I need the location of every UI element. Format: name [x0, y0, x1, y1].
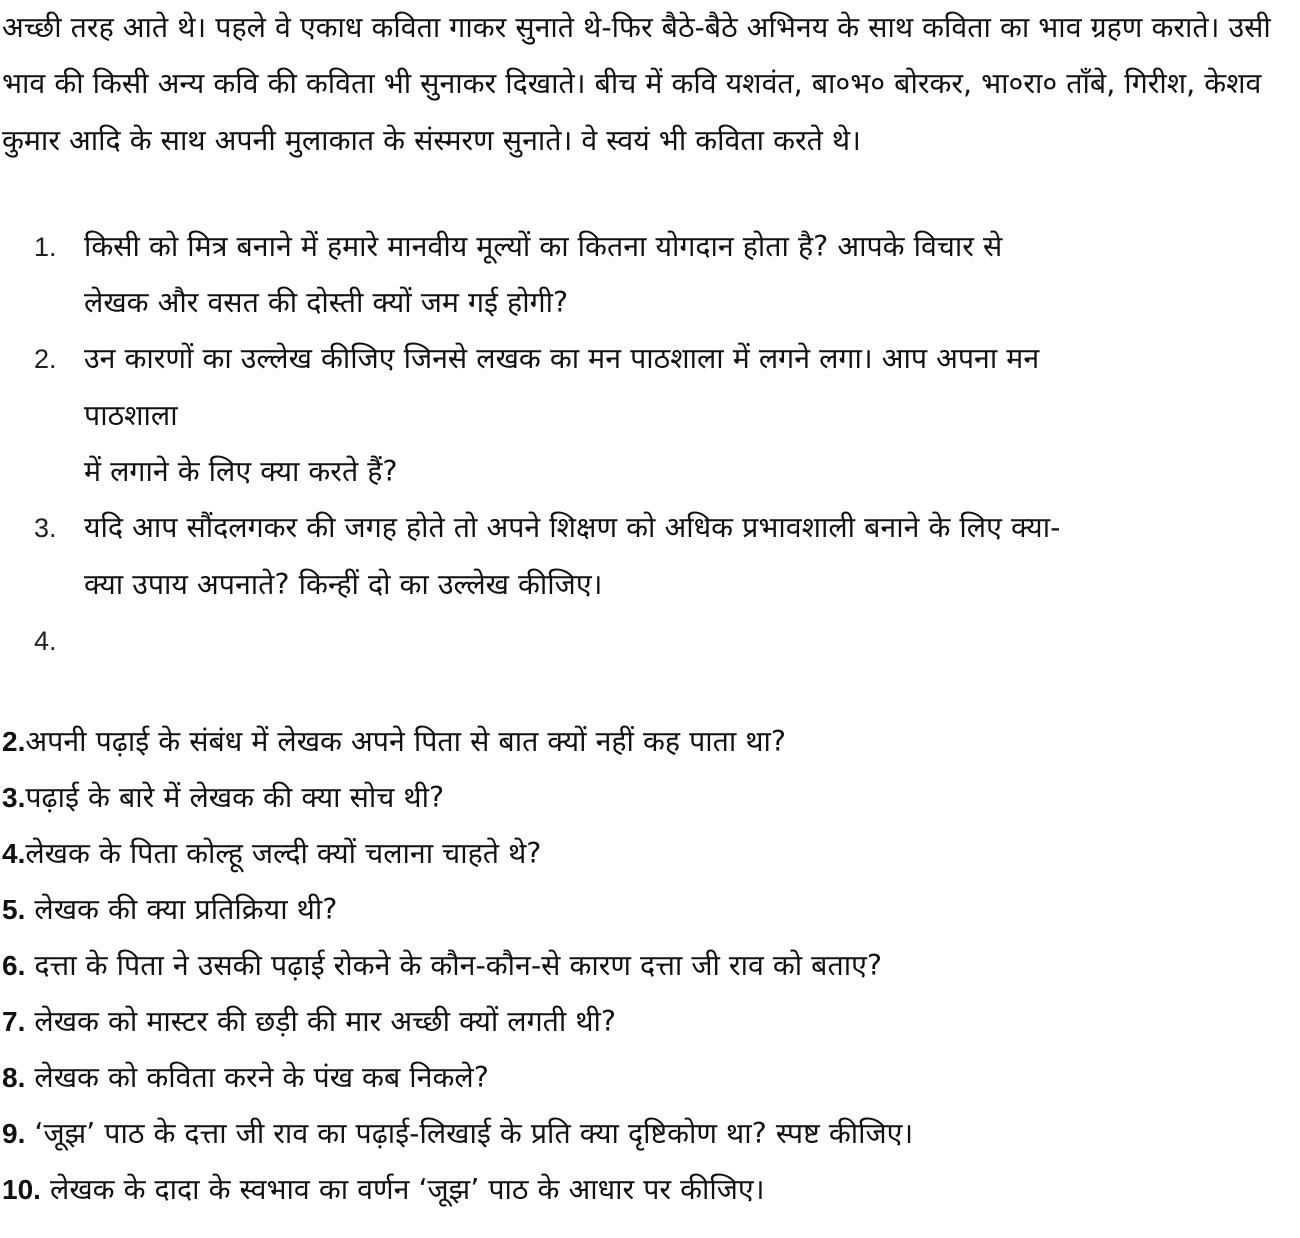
question-number: 3. — [2, 782, 26, 814]
question-item — [2, 714, 1296, 770]
list-item-text-empty — [84, 613, 1296, 669]
question-item — [2, 770, 1296, 826]
list-item-text: पाठशाला — [84, 398, 178, 432]
list-item — [2, 613, 1296, 669]
list-item — [2, 500, 1296, 613]
question-text: लेखक की क्या प्रतिक्रिया थी? — [25, 893, 338, 927]
list-item — [2, 219, 1296, 332]
list-item-text: लेखक और वसत की दोस्ती क्यों जम गई होगी? — [84, 286, 569, 320]
intro-paragraph: अच्छी तरह आते थे। पहले वे एकाध कविता गाकर सुनाते थे-फिर बैठे-बैठे अभिनय के साथ कविता का भाव ग्रहण कराते। उसी भाव की किसी अन्य कवि की कविता भी सुनाकर दिखाते। बीच में कवि यशवंत, बा०भ० बोरकर, भा०रा० ताँबे, गिरीश, केशव कुमार आदि के साथ अपनी मुलाकात के संस्मरण सुनाते। वे स्वयं भी कविता करते थे। — [2, 11, 1271, 157]
question-text: अपनी पढ़ाई के संबंध में लेखक अपने पिता से बात क्यों नहीं कह पाता था? — [25, 725, 787, 759]
list-item-text: में लगाने के लिए क्या करते हैं? — [84, 455, 398, 489]
question-number: 2. — [2, 726, 26, 758]
question-item — [2, 1106, 1296, 1162]
question-text: ‘जूझ’ पाठ के दत्ता जी राव का पढ़ाई-लिखाई के प्रति क्या दृष्टिकोण था? स्पष्ट कीजिए। — [25, 1117, 914, 1151]
question-text: लेखक को कविता करने के पंख कब निकले? — [25, 1061, 489, 1095]
question-item — [2, 938, 1296, 994]
question-number: 7. — [2, 1006, 26, 1038]
list-item-text: क्या उपाय अपनाते? किन्हीं दो का उल्लेख कीजिए। — [84, 567, 603, 601]
list-item-text: उन कारणों का उल्लेख कीजिए जिनसे लखक का मन पाठशाला में लगने लगा। आप अपना मन — [84, 342, 1040, 376]
question-number: 5. — [2, 894, 26, 926]
numbered-question-list — [2, 219, 1296, 669]
question-number: 6. — [2, 950, 26, 982]
question-list — [2, 714, 1296, 1218]
question-text: दत्ता के पिता ने उसकी पढ़ाई रोकने के कौन-कौन-से कारण दत्ता जी राव को बताए? — [25, 949, 882, 983]
question-text: लेखक के पिता कोल्हू जल्दी क्यों चलाना चाहते थे? — [25, 837, 542, 871]
list-item-number: 3. — [34, 513, 57, 544]
list-item-number: 2. — [34, 344, 57, 375]
question-item — [2, 882, 1296, 938]
question-number: 4. — [2, 838, 26, 870]
list-item-text: यदि आप सौंदलगकर की जगह होते तो अपने शिक्षण को अधिक प्रभावशाली बनाने के लिए क्या- — [84, 511, 1061, 545]
question-text: पढ़ाई के बारे में लेखक की क्या सोच थी? — [25, 781, 445, 815]
question-number: 8. — [2, 1062, 26, 1094]
question-item — [2, 826, 1296, 882]
question-text: लेखक के दादा के स्वभाव का वर्णन ‘जूझ’ पाठ के आधार पर कीजिए। — [40, 1173, 765, 1207]
list-item-number: 1. — [34, 231, 57, 262]
question-number: 9. — [2, 1118, 26, 1150]
question-item — [2, 1050, 1296, 1106]
list-item — [2, 331, 1296, 500]
list-item-number: 4. — [34, 625, 57, 656]
question-item — [2, 1162, 1296, 1218]
list-item-text: किसी को मित्र बनाने में हमारे मानवीय मूल्यों का कितना योगदान होता है? आपके विचार से — [84, 229, 1003, 263]
question-text: लेखक को मास्टर की छड़ी की मार अच्छी क्यों लगती थी? — [25, 1005, 617, 1039]
question-item — [2, 994, 1296, 1050]
question-number: 10. — [2, 1174, 41, 1206]
